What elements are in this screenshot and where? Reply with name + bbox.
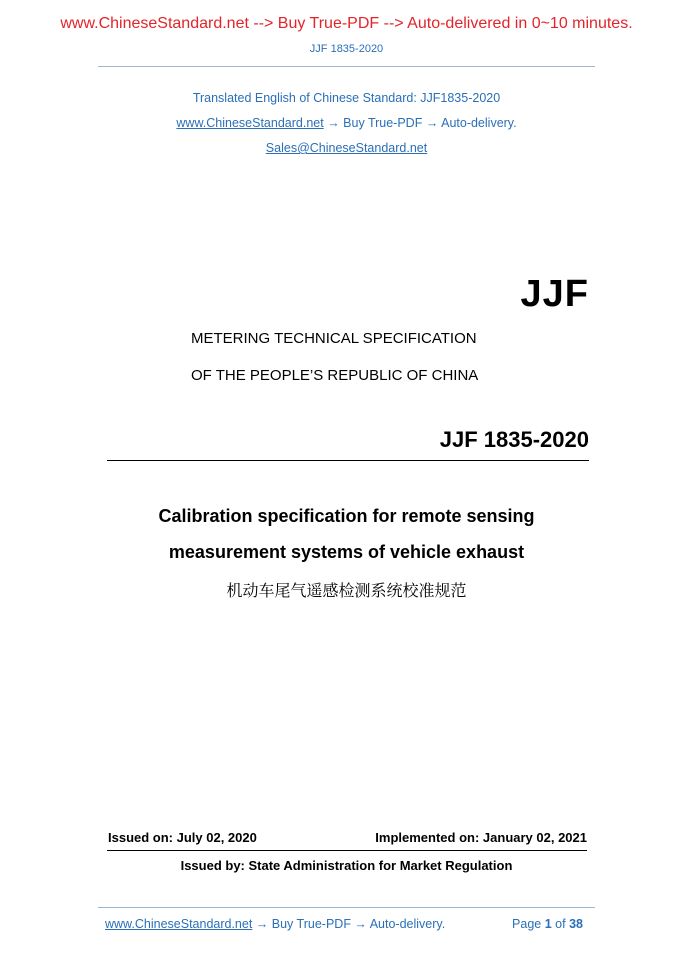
page-indicator [512,917,583,931]
footer-divider [98,907,595,908]
email-link[interactable]: Sales@ChineseStandard.net [265,141,428,155]
issued-on: Issued on: July 02, 2020 [108,830,257,845]
issued-by: Issued by: State Administration for Market Regulation [180,858,513,873]
footer-site-link[interactable]: www.ChineseStandard.net [105,917,253,931]
footer-rest: → Buy True-PDF → Auto-delivery. [255,917,446,931]
implemented-on: Implemented on: January 02, 2021 [375,830,587,845]
title-line-1: Calibration specification for remote sensing [158,506,535,526]
spec-line-1: METERING TECHNICAL SPECIFICATION [191,330,477,347]
title-line-2: measurement systems of vehicle exhaust [168,542,525,562]
page-of: of [555,917,566,931]
header-doc-code: JJF 1835-2020 [309,43,384,55]
page-label: Page [512,917,542,931]
page-total: 38 [569,917,583,931]
standard-rule [107,460,589,461]
site-link[interactable]: www.ChineseStandard.net [176,116,324,130]
translated-note: Translated English of Chinese Standard: JJF1835-2020 [192,91,501,105]
buy-line [0,116,693,130]
page-current: 1 [544,917,552,931]
standard-number: JJF 1835-2020 [439,427,589,452]
dates-rule [107,850,587,851]
title-chinese: 机动车尾气遥感检测系统校准规范 [226,581,467,600]
top-banner[interactable]: www.ChineseStandard.net --> Buy True-PDF --> Auto-delivered in 0~10 minutes. [60,15,633,32]
spec-line-2: OF THE PEOPLE’S REPUBLIC OF CHINA [191,367,479,384]
footer-links [105,917,445,931]
header-divider [98,66,595,67]
email-line [0,141,693,155]
jjf-logo: JJF [520,273,589,315]
buy-line-rest: → Buy True-PDF → Auto-delivery. [327,116,517,130]
